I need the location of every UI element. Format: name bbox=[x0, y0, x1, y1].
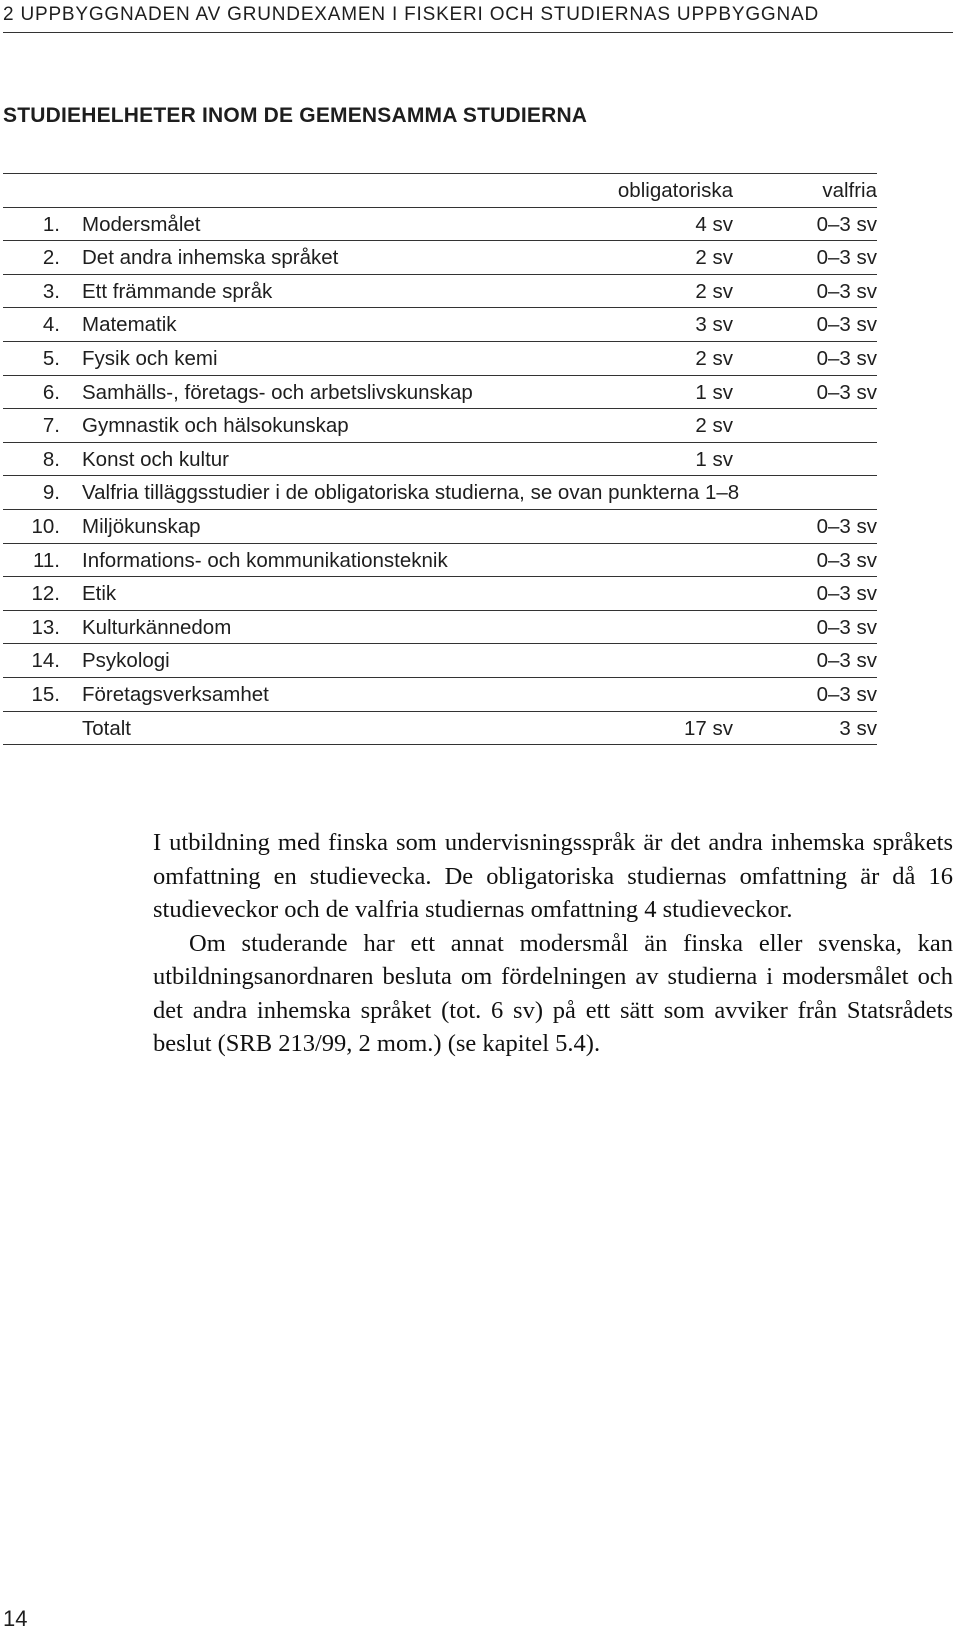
row-label: Konst och kultur bbox=[82, 447, 229, 471]
row-num: 8. bbox=[42, 447, 60, 471]
table-body bbox=[3, 208, 877, 712]
row-oblig: 2 sv bbox=[695, 414, 733, 438]
row-num: 13. bbox=[31, 615, 60, 639]
row-oblig: 2 sv bbox=[695, 246, 733, 270]
row-num: 3. bbox=[42, 279, 60, 303]
table-row bbox=[3, 544, 877, 578]
row-label: Matematik bbox=[82, 313, 177, 337]
row-num: 6. bbox=[42, 380, 60, 404]
row-num: 15. bbox=[31, 682, 60, 706]
total-label: Totalt bbox=[82, 716, 131, 740]
table-row bbox=[3, 342, 877, 376]
table-total-row bbox=[3, 712, 877, 746]
row-label: Det andra inhemska språket bbox=[82, 246, 339, 270]
row-num: 12. bbox=[31, 582, 60, 606]
table-row bbox=[3, 275, 877, 309]
row-label: Psykologi bbox=[82, 649, 170, 673]
row-label: Gymnastik och hälsokunskap bbox=[82, 414, 349, 438]
column-header-valfria: valfria bbox=[822, 179, 877, 202]
table-row bbox=[3, 241, 877, 275]
row-oblig: 2 sv bbox=[695, 279, 733, 303]
running-head: 2 UPPBYGGNADEN AV GRUNDEXAMEN I FISKERI OCH STUDIERNAS UPPBYGGNAD bbox=[3, 0, 953, 33]
row-num: 1. bbox=[42, 212, 60, 236]
total-oblig: 17 sv bbox=[684, 716, 733, 740]
column-header-obligatoriska: obligatoriska bbox=[617, 179, 733, 202]
table-header-row bbox=[3, 174, 877, 208]
row-label: Samhälls-, företags- och arbetslivskunskap bbox=[82, 380, 473, 404]
row-valfria: 0–3 sv bbox=[816, 279, 877, 303]
row-num: 2. bbox=[42, 246, 60, 270]
row-num: 7. bbox=[42, 414, 60, 438]
table-row bbox=[3, 611, 877, 645]
row-oblig: 1 sv bbox=[695, 447, 733, 471]
table-row bbox=[3, 644, 877, 678]
total-valfria: 3 sv bbox=[839, 716, 877, 740]
row-valfria: 0–3 sv bbox=[816, 548, 877, 572]
table-row bbox=[3, 577, 877, 611]
row-label: Kulturkännedom bbox=[82, 615, 232, 639]
paragraph: Om studerande har ett annat modersmål än finska eller svenska, kan utbildningsanordnaren besluta om fördelningen av studierna i modersmålet och det andra inhemska språket (tot. 6 sv) på ett sätt som avviker från Statsrådets beslut (SRB 213/99, 2 mom.) (se kapitel 5.4). bbox=[153, 929, 953, 1057]
row-label: Fysik och kemi bbox=[82, 346, 218, 370]
row-valfria: 0–3 sv bbox=[816, 615, 877, 639]
table-row bbox=[3, 409, 877, 443]
table-row bbox=[3, 376, 877, 410]
row-valfria: 0–3 sv bbox=[816, 649, 877, 673]
row-oblig: 4 sv bbox=[695, 212, 733, 236]
row-valfria: 0–3 sv bbox=[816, 313, 877, 337]
row-oblig: 3 sv bbox=[695, 313, 733, 337]
body-text bbox=[153, 826, 953, 1061]
row-valfria: 0–3 sv bbox=[816, 582, 877, 606]
row-label: Miljökunskap bbox=[82, 514, 201, 538]
row-valfria: 0–3 sv bbox=[816, 346, 877, 370]
paragraph: I utbildning med finska som undervisningsspråk är det andra inhemska språkets omfattning en studievecka. De obligatoriska studiernas omfattning är då 16 studieveckor och de valfria studiernas omfattning 4 studieveckor. bbox=[153, 829, 953, 923]
table-row bbox=[3, 476, 877, 510]
row-label: Valfria tilläggsstudier i de obligatoriska studierna, se ovan punkterna 1–8 bbox=[82, 481, 740, 505]
row-oblig: 2 sv bbox=[695, 346, 733, 370]
row-label: Informations- och kommunikationsteknik bbox=[82, 548, 448, 572]
row-num: 11. bbox=[33, 548, 60, 572]
row-label: Företagsverksamhet bbox=[82, 682, 269, 706]
row-num: 5. bbox=[42, 346, 60, 370]
row-valfria: 0–3 sv bbox=[816, 514, 877, 538]
row-valfria: 0–3 sv bbox=[816, 212, 877, 236]
page-number: 14 bbox=[3, 1606, 28, 1631]
row-valfria: 0–3 sv bbox=[816, 682, 877, 706]
table-row bbox=[3, 443, 877, 477]
row-oblig: 1 sv bbox=[695, 380, 733, 404]
row-label: Etik bbox=[82, 582, 117, 606]
row-num: 9. bbox=[42, 481, 60, 505]
row-num: 4. bbox=[42, 313, 60, 337]
row-valfria: 0–3 sv bbox=[816, 380, 877, 404]
row-num: 10. bbox=[31, 514, 60, 538]
table-row bbox=[3, 208, 877, 242]
table-row bbox=[3, 510, 877, 544]
row-label: Ett främmande språk bbox=[82, 279, 273, 303]
table-row bbox=[3, 678, 877, 712]
section-title: STUDIEHELHETER INOM DE GEMENSAMMA STUDIERNA bbox=[3, 104, 588, 127]
study-units-table bbox=[3, 173, 877, 745]
row-num: 14. bbox=[31, 649, 60, 673]
table-row bbox=[3, 308, 877, 342]
row-valfria: 0–3 sv bbox=[816, 246, 877, 270]
row-label: Modersmålet bbox=[82, 212, 201, 236]
